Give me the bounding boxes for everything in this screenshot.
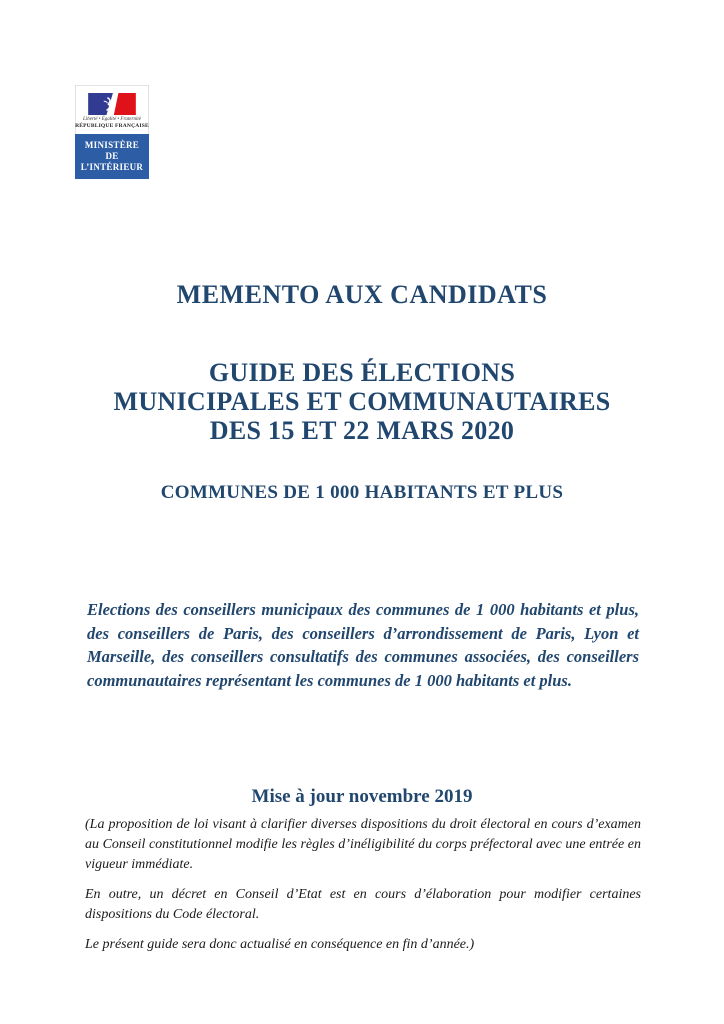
guide-title-line-2: MUNICIPALES ET COMMUNAUTAIRES — [113, 387, 611, 416]
update-note-3: Le présent guide sera donc actualisé en conséquence en fin d’année.) — [85, 937, 475, 952]
ministry-logo — [75, 85, 149, 179]
guide-title-line-1: GUIDE DES ÉLECTIONS — [208, 358, 516, 387]
ministry-name-line: DE — [105, 151, 119, 161]
guide-title-line-3: DES 15 ET 22 MARS 2020 — [209, 416, 515, 445]
main-title: MEMENTO AUX CANDIDATS — [176, 280, 548, 309]
marianne-flag-icon — [87, 93, 137, 115]
logo-republic-name: RÉPUBLIQUE FRANÇAISE — [75, 123, 149, 129]
update-note-1: (La proposition de loi visant à clarifier diverses dispositions du droit électoral en cours d’examen au Conseil constitutionnel modifie les règles d’inéligibilité du corps préfectoral avec une entrée en vigueur immédiate. — [85, 817, 641, 872]
logo-motto: Liberté • Égalité • Fraternité — [83, 117, 141, 122]
update-notes — [85, 815, 641, 965]
ministry-name-line: L’INTÉRIEUR — [80, 162, 144, 172]
ministry-name-line: MINISTÈRE — [84, 140, 140, 150]
update-heading: Mise à jour novembre 2019 — [251, 786, 473, 807]
guide-title — [62, 358, 662, 445]
update-note-2: En outre, un décret en Conseil d’Etat est en cours d’élaboration pour modifier certaines dispositions du Code électoral. — [85, 887, 641, 922]
republic-logo — [75, 85, 149, 134]
lead-paragraph: Elections des conseillers municipaux des communes de 1 000 habitants et plus, des conseillers de Paris, des conseillers d’arrondissement de Paris, Lyon et Marseille, des conseillers consultatifs des communes associées, des conseillers communautaires représentant les communes de 1 000 habitants et plus. — [87, 600, 639, 690]
ministry-name-box — [75, 134, 149, 179]
subtitle: COMMUNES DE 1 000 HABITANTS ET PLUS — [160, 482, 564, 503]
